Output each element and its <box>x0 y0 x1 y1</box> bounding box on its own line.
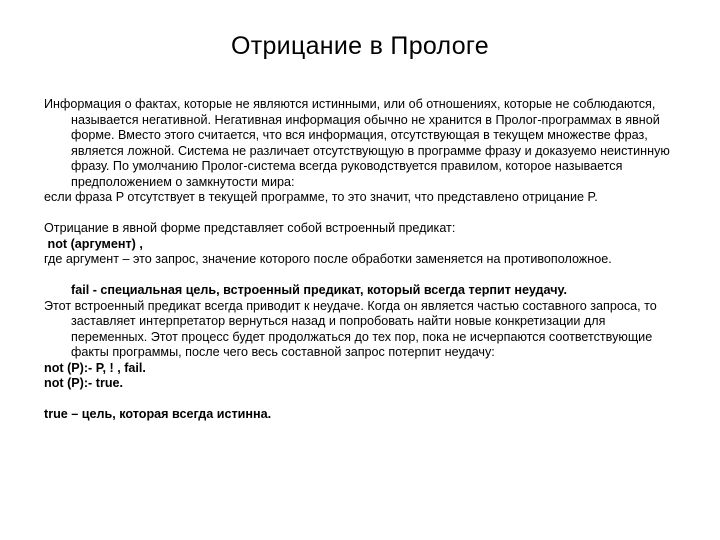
paragraph-fail-def: fail - специальная цель, встроенный предикат, который всегда терпит неудачу. <box>71 283 567 297</box>
slide-body <box>44 97 684 423</box>
code-not-argument: not (аргумент) , <box>44 236 143 251</box>
code-not-rule-1: not (P):- P, ! , fail. <box>44 360 146 375</box>
code-not-rule-2: not (P):- true. <box>44 376 124 390</box>
slide-title: Отрицание в Прологе <box>230 32 489 60</box>
paragraph-negative-info: Информация о фактах, которые не являются истинными, или об отношениях, которые не соблюдаются, называется негативной. Негативная информация обычно не хранится в Пролог-программах в явной форме. Вместо этого считается, что вся информация, отсутствующая в текущем множестве фраз, является ложной. Система не различает отсутствующую в программе фразу и доказуемо неистинную фразу. По умолчанию Пролог-система всегда руководствуется правилом, которое называется предположением о замкнутости мира: <box>44 97 670 189</box>
paragraph-true-def: true – цель, которая всегда истинна. <box>44 407 272 421</box>
paragraph-explicit-negation: Отрицание в явной форме представляет собой встроенный предикат: <box>44 221 456 235</box>
paragraph-closed-world: если фраза P отсутствует в текущей программе, то это значит, что представлено отрицание P. <box>44 190 598 204</box>
paragraph-argument-desc: где аргумент – это запрос, значение которого после обработки заменяется на противоположное. <box>44 252 612 266</box>
paragraph-fail-desc: Этот встроенный предикат всегда приводит к неудаче. Когда он является частью составного запроса, то заставляет интерпретатор вернуться назад и попробовать найти новые конкретизации для переменных. Этот процесс будет продолжаться до тех пор, пока не исчерпаются соответствующие факты программы, после чего весь составной запрос потерпит неудачу: <box>44 298 657 359</box>
